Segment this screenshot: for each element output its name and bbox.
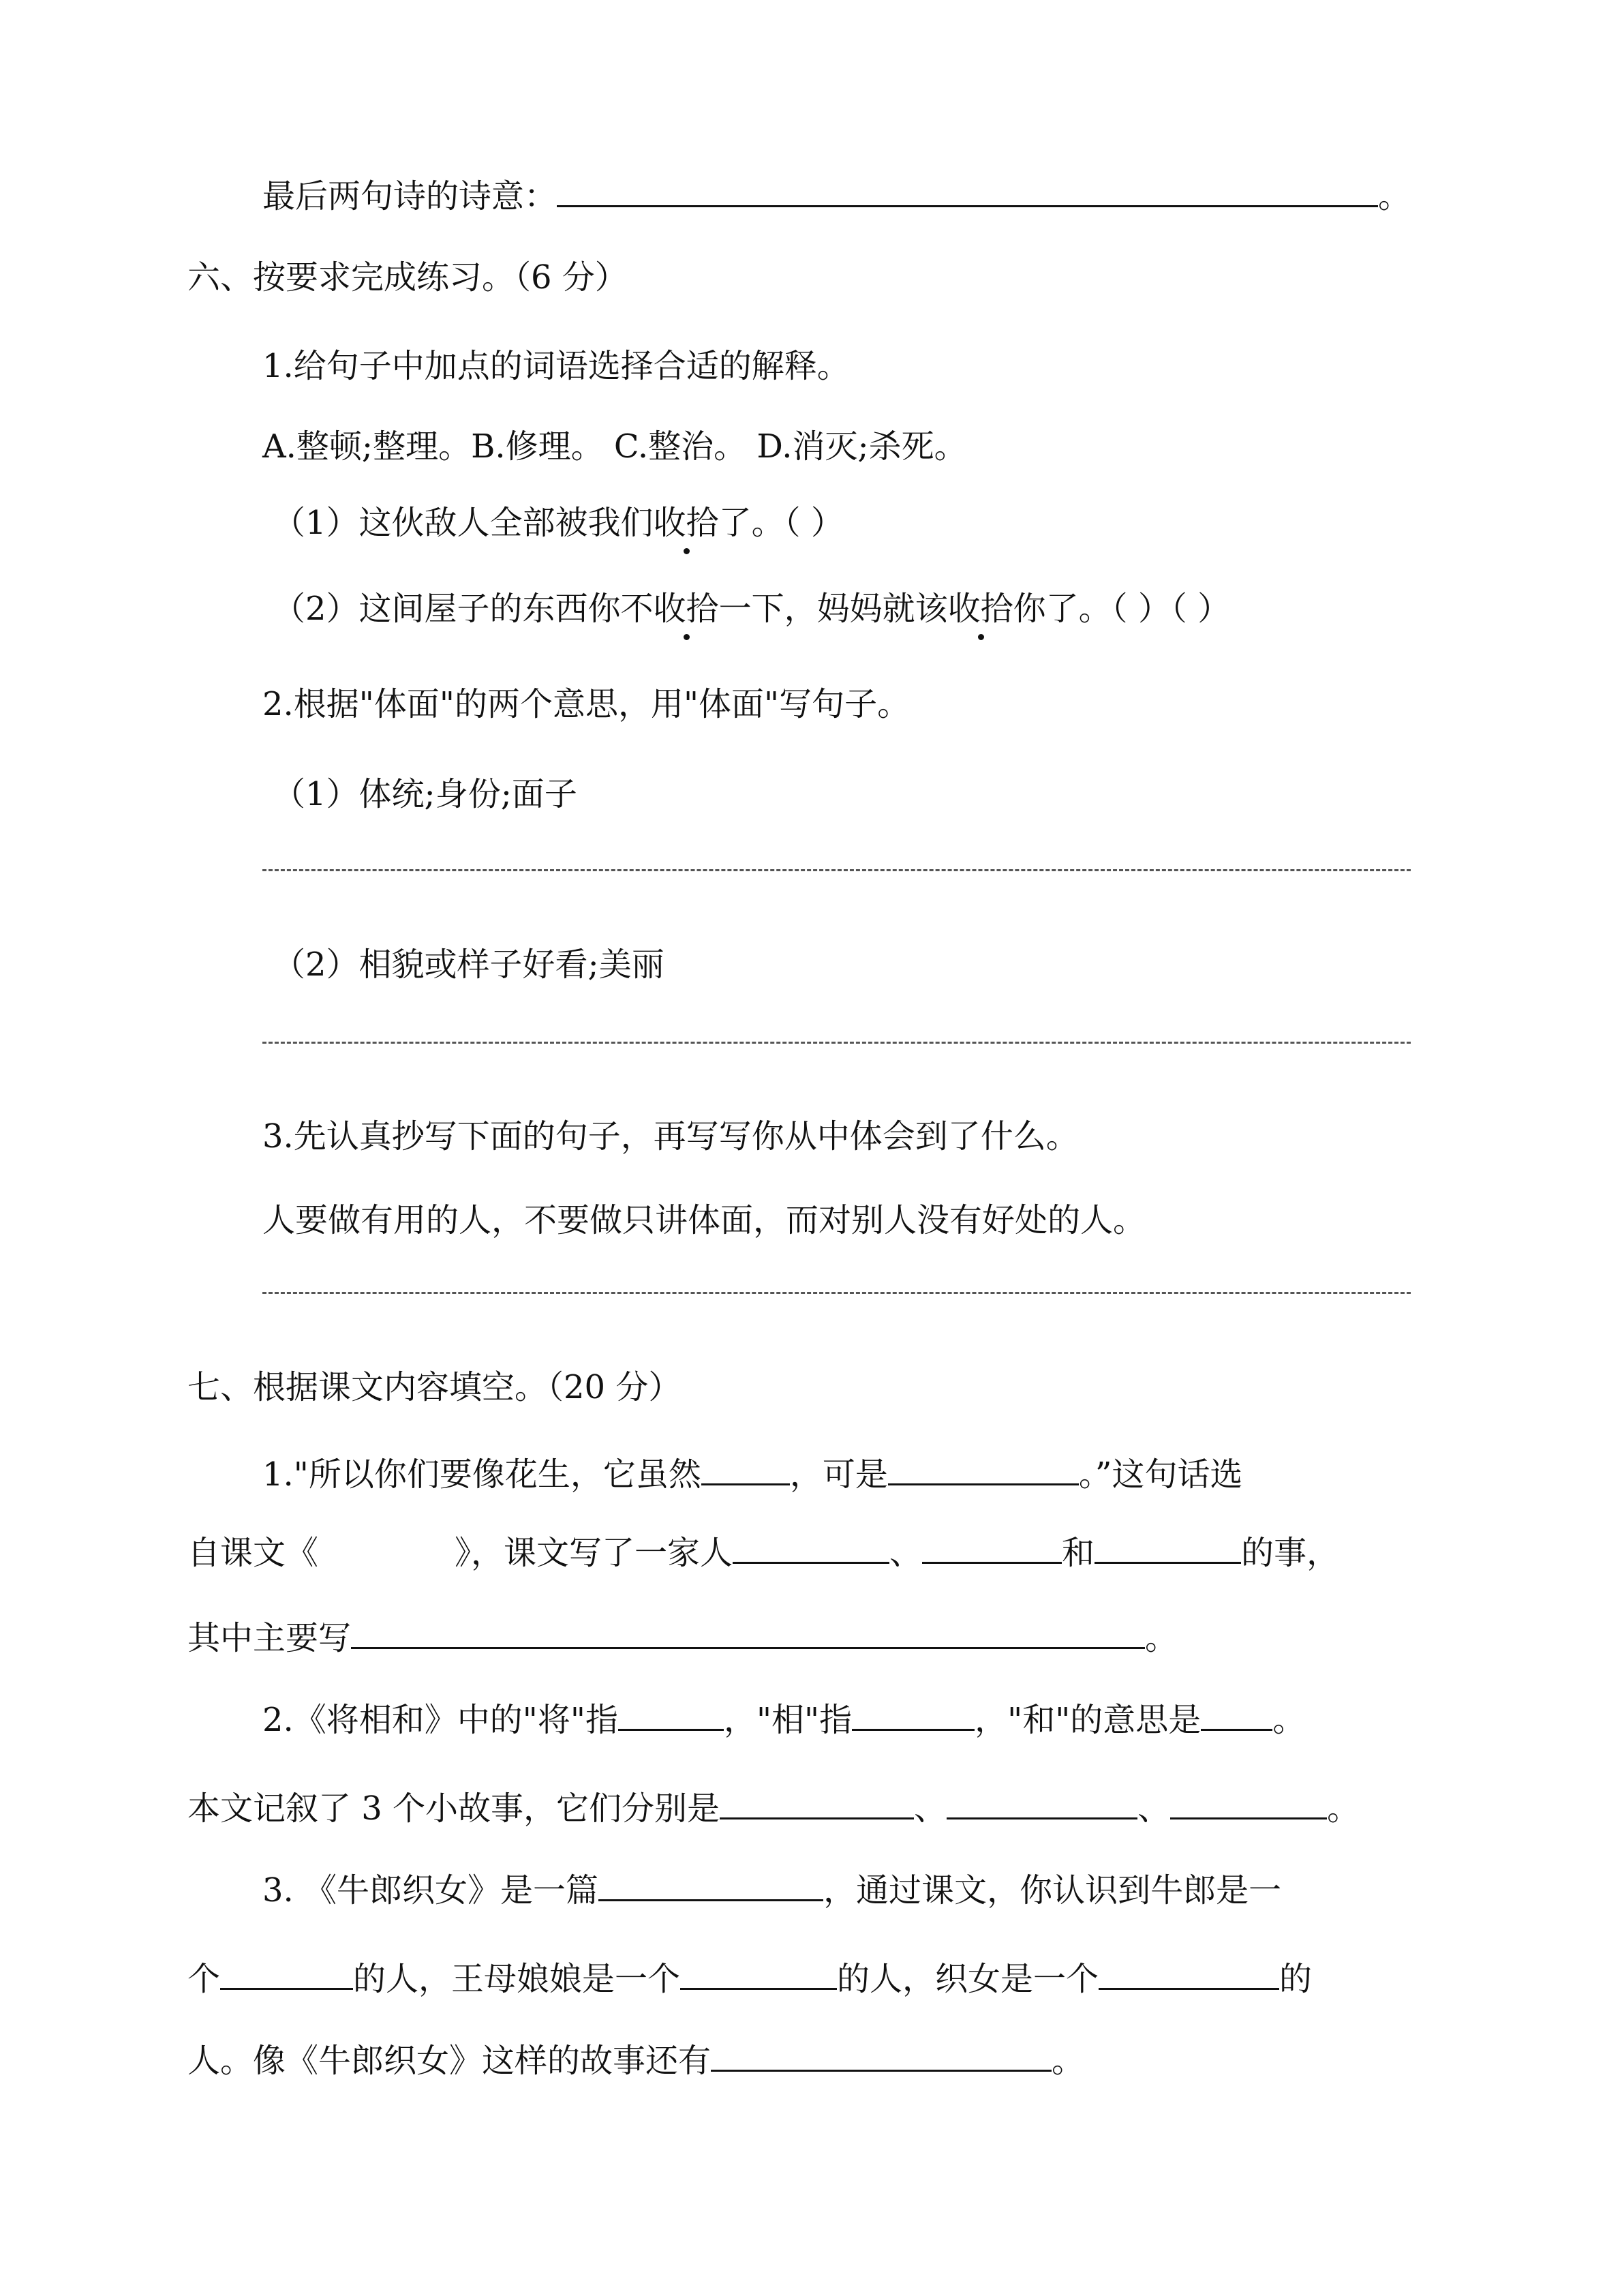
section-6-title: 六、按要求完成练习。（6 分） — [187, 258, 628, 297]
fill-blank[interactable] — [351, 1616, 1145, 1649]
fill-blank[interactable] — [720, 1786, 914, 1819]
fill-blank[interactable] — [598, 1868, 823, 1901]
q7-2-line-2: 本文记叙了 3 个小故事，它们分别是 、 、 。 — [187, 1786, 1360, 1829]
q6-2-meaning-1: （1）体统;身份;面子 — [273, 775, 577, 813]
q7-1-line-1: 1."所以你们要像花生，它虽然 ，可是 。”这句话选 — [262, 1452, 1242, 1495]
answer-line-1[interactable] — [262, 869, 1411, 871]
fill-blank[interactable] — [1095, 1530, 1241, 1564]
fill-blank[interactable] — [711, 2038, 1052, 2072]
q6-1-sentence-2: （2）这间屋子的东西你不收拾一下，妈妈就该收拾你了。（ ）（ ） — [273, 590, 1231, 628]
answer-line-2[interactable] — [262, 1042, 1411, 1044]
fill-blank[interactable] — [947, 1786, 1137, 1819]
q6-2-meaning-2: （2）相貌或样子好看;美丽 — [273, 946, 664, 984]
q7-3-line-2: 个 的人，王母娘娘是一个 的人，织女是一个 的 — [187, 1957, 1312, 1999]
fill-blank[interactable] — [852, 1697, 975, 1731]
q6-2-stem: 2.根据"体面"的两个意思，用"体面"写句子。 — [262, 685, 911, 723]
answer-line-3[interactable] — [262, 1292, 1411, 1294]
q6-1-stem: 1.给句子中加点的词语选择合适的解释。 — [262, 347, 850, 385]
fill-blank[interactable] — [922, 1530, 1062, 1564]
section-7-title: 七、根据课文内容填空。（20 分） — [187, 1368, 682, 1406]
q6-1-options: A.整顿;整理。B.修理。 C.整治。 D.消灭;杀死。 — [262, 427, 967, 466]
fill-blank[interactable] — [1099, 1957, 1279, 1990]
q6-3-stem: 3.先认真抄写下面的句子，再写写你从中体会到了什么。 — [262, 1117, 1079, 1155]
poem-meaning-label: 最后两句诗的诗意： — [262, 177, 557, 215]
emphasized-word: 收拾 — [653, 504, 719, 542]
q6-3-sentence: 人要做有用的人，不要做只讲体面，而对别人没有好处的人。 — [262, 1201, 1146, 1239]
poem-meaning-line: 最后两句诗的诗意： 。 — [262, 174, 1411, 217]
fill-blank[interactable] — [1170, 1786, 1327, 1819]
fill-blank[interactable] — [680, 1957, 837, 1990]
fill-blank[interactable] — [701, 1452, 790, 1485]
fill-blank[interactable] — [220, 1957, 353, 1990]
fill-blank[interactable] — [618, 1697, 724, 1731]
emphasized-word: 收拾 — [947, 590, 1013, 628]
fill-blank[interactable] — [1201, 1697, 1272, 1731]
fill-blank[interactable] — [733, 1530, 889, 1564]
q7-1-line-3: 其中主要写 。 — [187, 1616, 1178, 1659]
q6-1-sentence-1: （1）这伙敌人全部被我们收拾了。（ ） — [273, 504, 844, 542]
poem-meaning-blank[interactable] — [557, 174, 1378, 207]
q7-1-line-2: 自课文《 》，课文写了一家人 、 和 的事， — [187, 1530, 1339, 1573]
q7-3-line-3: 人。像《牛郎织女》这样的故事还有 。 — [187, 2038, 1084, 2081]
q7-3-line-1: 3. 《牛郎织女》是一篇 ，通过课文，你认识到牛郎是一 — [262, 1868, 1281, 1911]
fill-blank[interactable] — [888, 1452, 1079, 1485]
emphasized-word: 收拾 — [653, 590, 719, 628]
q7-2-line-1: 2.《将相和》中的"将"指 ，"相"指 ，"和"的意思是 。 — [262, 1697, 1305, 1740]
